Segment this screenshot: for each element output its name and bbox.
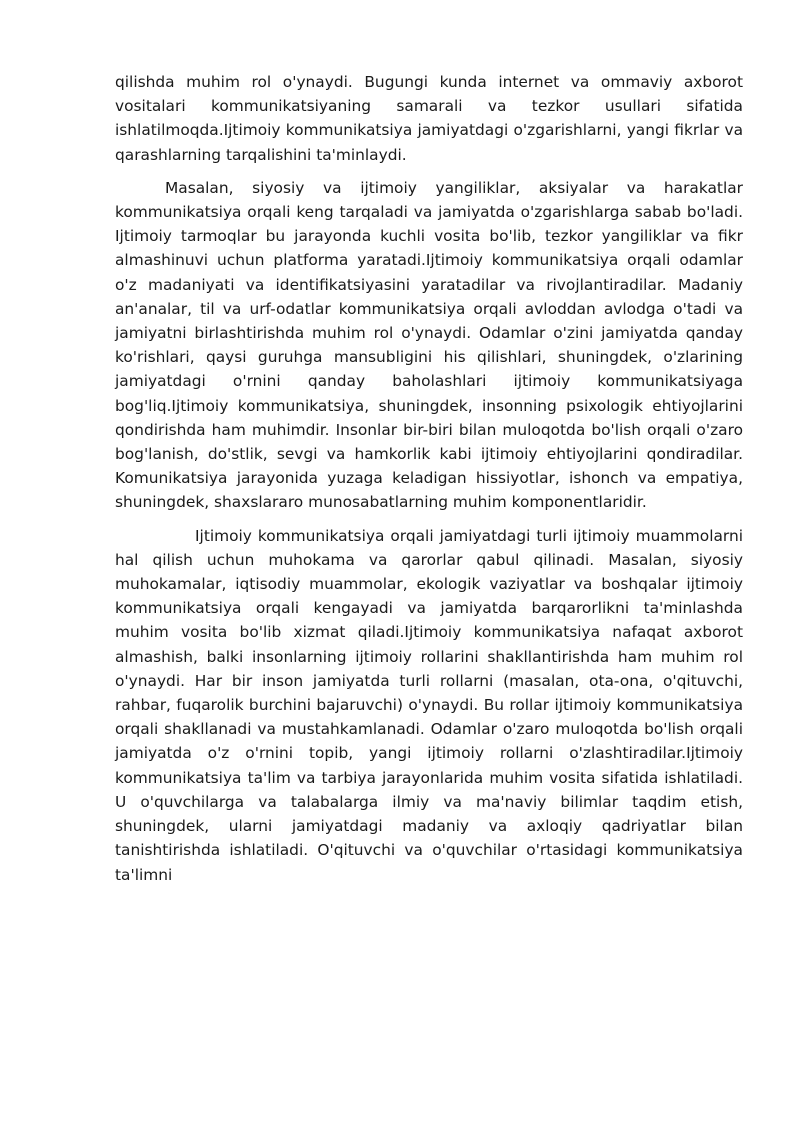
paragraph-1: qilishda muhim rol o'ynaydi. Bugungi kunda internet va ommaviy axborot vositalari kommunikatsiyaning samarali va tezkor usullari sifatida ishlatilmoqda.Ijtimoiy kommunikatsiya jamiyatdagi o'zgarishlarni, yangi fikrlar va qarashlarning tarqalishini ta'minlaydi.: [115, 73, 743, 164]
paragraph-3: Ijtimoiy kommunikatsiya orqali jamiyatdagi turli ijtimoiy muammolarni hal qilish uchun muhokama va qarorlar qabul qilinadi. Masalan, siyosiy muhokamalar, iqtisodiy muammolar, ekologik vaziyatlar va boshqalar ijtimoiy kommunikatsiya orqali kengayadi va jamiyatda barqarorlikni ta'minlashda muhim vosita bo'lib xizmat qiladi.Ijtimoiy kommunikatsiya nafaqat axborot almashish, balki insonlarning ijtimoiy rollarini shakllantirishda ham muhim rol o'ynaydi. Har bir inson jamiyatda turli rollarni (masalan, ota-ona, o'qituvchi, rahbar, fuqarolik burchini bajaruvchi) o'ynaydi. Bu rollar ijtimoiy kommunikatsiya orqali shakllanadi va mustahkamlanadi. Odamlar o'zaro muloqotda bo'lish orqali jamiyatda o'z o'rnini topib, yangi ijtimoiy rollarni o'zlashtiradilar.Ijtimoiy kommunikatsiya ta'lim va tarbiya jarayonlarida muhim vosita sifatida ishlatiladi. U o'quvchilarga va talabalarga ilmiy va ma'naviy bilimlar taqdim etish, shuningdek, ularni jamiyatdagi madaniy va axloqiy qadriyatlar bilan tanishtirishda ishlatiladi. O'qituvchi va o'quvchilar o'rtasidagi kommunikatsiya ta'limni: [115, 526, 743, 884]
body-text: [115, 70, 743, 887]
paragraph-2: Masalan, siyosiy va ijtimoiy yangiliklar, aksiyalar va harakatlar kommunikatsiya orqali keng tarqaladi va jamiyatda o'zgarishlarga sabab bo'ladi. Ijtimoiy tarmoqlar bu jarayonda kuchli vosita bo'lib, tezkor yangiliklar va fikr almashinuvi uchun platforma yaratadi.Ijtimoiy kommunikatsiya orqali odamlar o'z madaniyati va identifikatsiyasini yaratadilar va rivojlantiradilar. Madaniy an'analar, til va urf-odatlar kommunikatsiya orqali avloddan avlodga o'tadi va jamiyatni birlashtirishda muhim rol o'ynaydi. Odamlar o'zini jamiyatda qanday ko'rishlari, qaysi guruhga mansubligini his qilishlari, shuningdek, o'zlarining jamiyatdagi o'rnini qanday baholashlari ijtimoiy kommunikatsiyaga bog'liq.Ijtimoiy kommunikatsiya, shuningdek, insonning psixologik ehtiyojlarini qondirishda ham muhimdir. Insonlar bir-biri bilan muloqotda bo'lish orqali o'zaro bog'lanish, do'stlik, sevgi va hamkorlik kabi ijtimoiy ehtiyojlarini qondiradilar. Komunikatsiya jarayonida yuzaga keladigan hissiyotlar, ishonch va empatiya, shuningdek, shaxslararo munosabatlarning muhim komponentlaridir.: [115, 178, 743, 512]
